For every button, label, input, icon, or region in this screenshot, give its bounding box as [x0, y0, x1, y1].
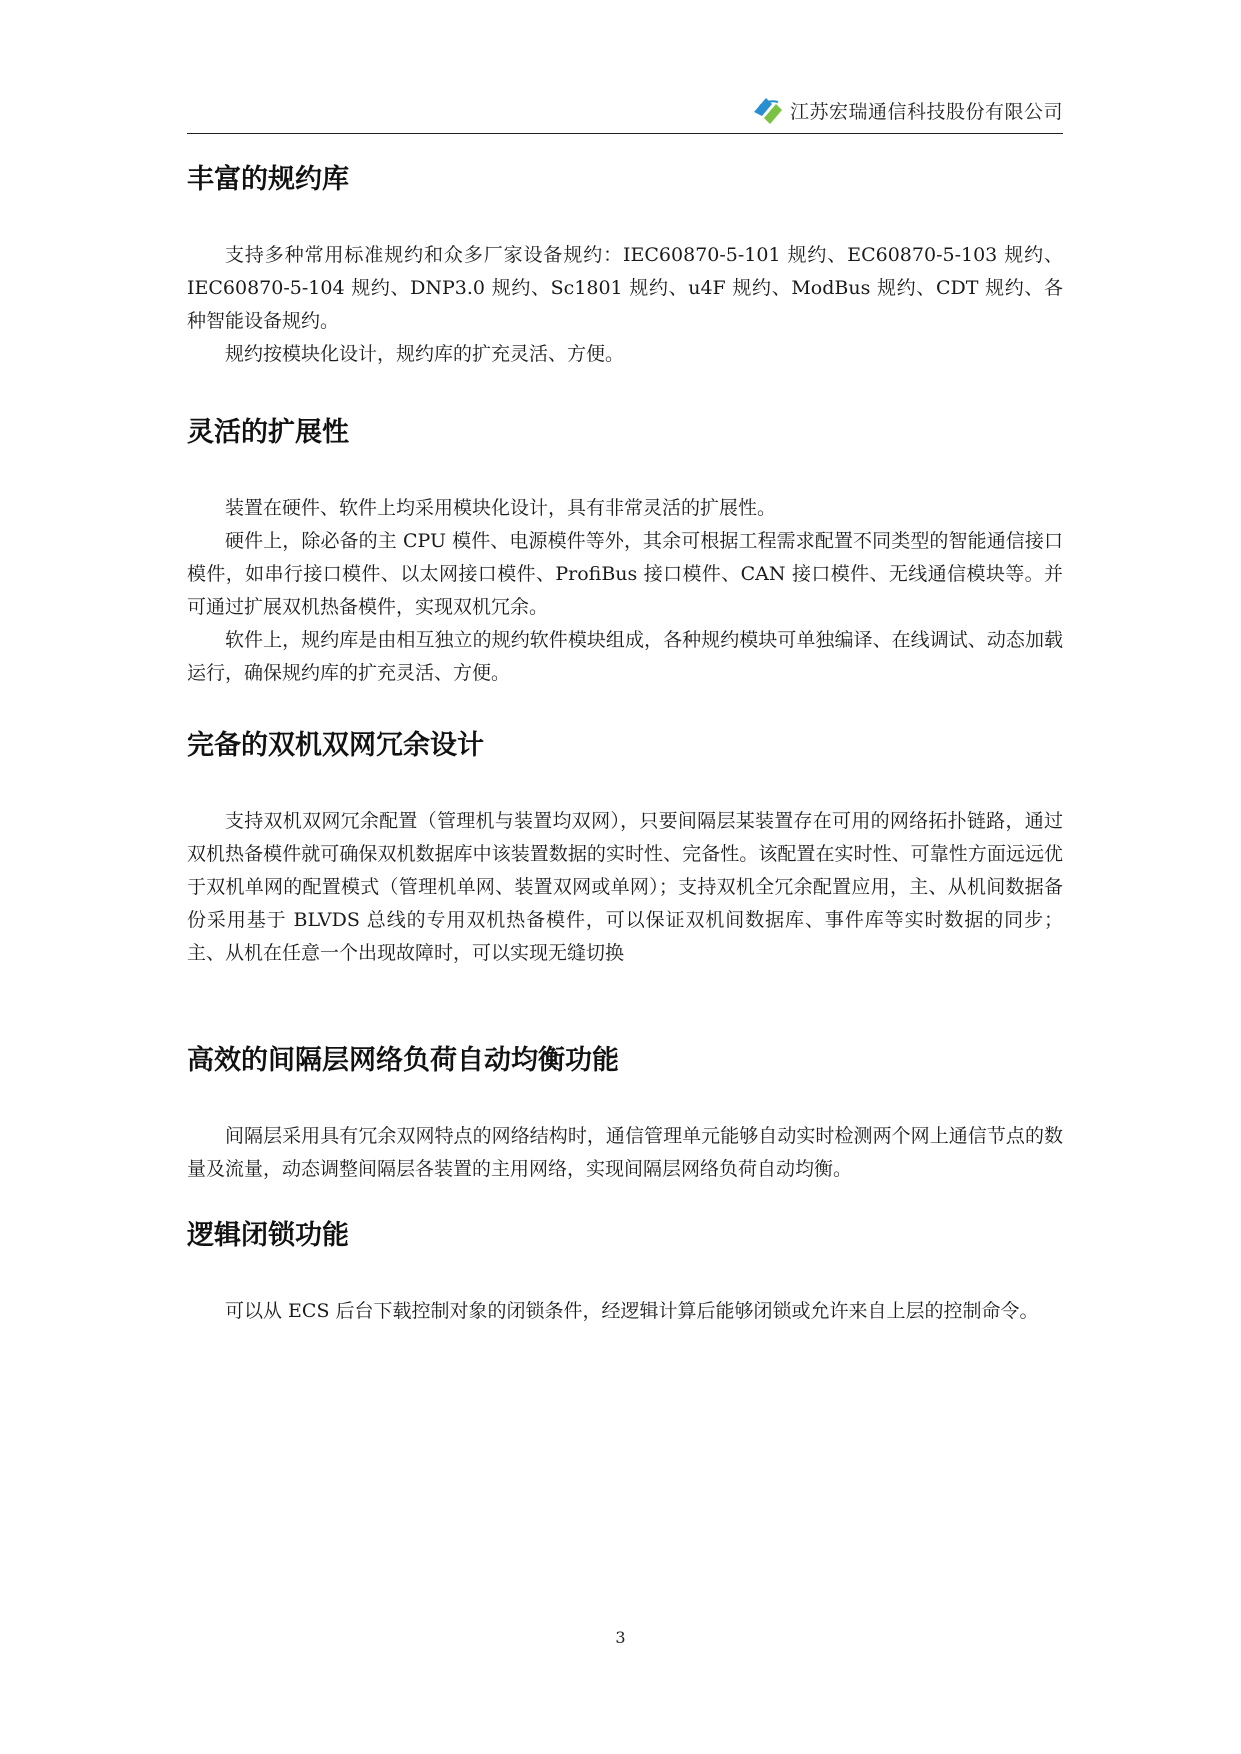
section-title: 灵活的扩展性 — [187, 417, 349, 448]
page-number: 3 — [615, 1628, 626, 1647]
paragraph: 支持多种常用标准规约和众多厂家设备规约：IEC60870-5-101 规约、EC60870-5-103 规约、IEC60870-5-104 规约、DNP3.0 规约、Sc1801 规约、u4F 规约、ModBus 规约、CDT 规约、各种智能设备规约。 — [187, 244, 1063, 332]
paragraph: 可以从 ECS 后台下载控制对象的闭锁条件，经逻辑计算后能够闭锁或允许来自上层的控制命令。 — [225, 1300, 1039, 1322]
section-title: 完备的双机双网冗余设计 — [187, 730, 484, 761]
paragraph: 支持双机双网冗余配置（管理机与装置均双网），只要间隔层某装置存在可用的网络拓扑链路，通过双机热备模件就可确保双机数据库中该装置数据的实时性、完备性。该配置在实时性、可靠性方面远远优于双机单网的配置模式（管理机单网、装置双网或单网）；支持双机全冗余配置应用，主、从机间数据备份采用基于 BLVDS 总线的专用双机热备模件，可以保证双机间数据库、事件库等实时数据的同步；主、从机在任意一个出现故障时，可以实现无缝切换 — [187, 810, 1063, 964]
section-title: 逻辑闭锁功能 — [187, 1220, 349, 1251]
section-load-balancing — [187, 1041, 1063, 1186]
company-branding — [750, 92, 1063, 128]
section-protocol-library — [187, 160, 1063, 371]
hongrui-logo-icon — [750, 92, 786, 128]
section-title: 丰富的规约库 — [187, 164, 349, 195]
section-title: 高效的间隔层网络负荷自动均衡功能 — [187, 1045, 619, 1076]
section-redundancy-design — [187, 726, 1063, 970]
header-divider — [187, 133, 1063, 134]
company-name: 江苏宏瑞通信科技股份有限公司 — [789, 100, 1063, 123]
section-extensibility — [187, 413, 1063, 690]
page-header — [187, 86, 1063, 134]
paragraph: 装置在硬件、软件上均采用模块化设计，具有非常灵活的扩展性。 — [225, 497, 777, 519]
paragraph: 硬件上，除必备的主 CPU 模件、电源模件等外，其余可根据工程需求配置不同类型的智能通信接口模件，如串行接口模件、以太网接口模件、ProfiBus 接口模件、CAN 接口模件、无线通信模块等。并可通过扩展双机热备模件，实现双机冗余。 — [187, 530, 1063, 618]
paragraph: 软件上，规约库是由相互独立的规约软件模块组成，各种规约模块可单独编译、在线调试、动态加载运行，确保规约库的扩充灵活、方便。 — [187, 629, 1063, 684]
paragraph: 间隔层采用具有冗余双网特点的网络结构时，通信管理单元能够自动实时检测两个网上通信节点的数量及流量，动态调整间隔层各装置的主用网络，实现间隔层网络负荷自动均衡。 — [187, 1125, 1063, 1180]
paragraph: 规约按模块化设计，规约库的扩充灵活、方便。 — [225, 343, 625, 365]
section-logic-interlock — [187, 1216, 1063, 1328]
